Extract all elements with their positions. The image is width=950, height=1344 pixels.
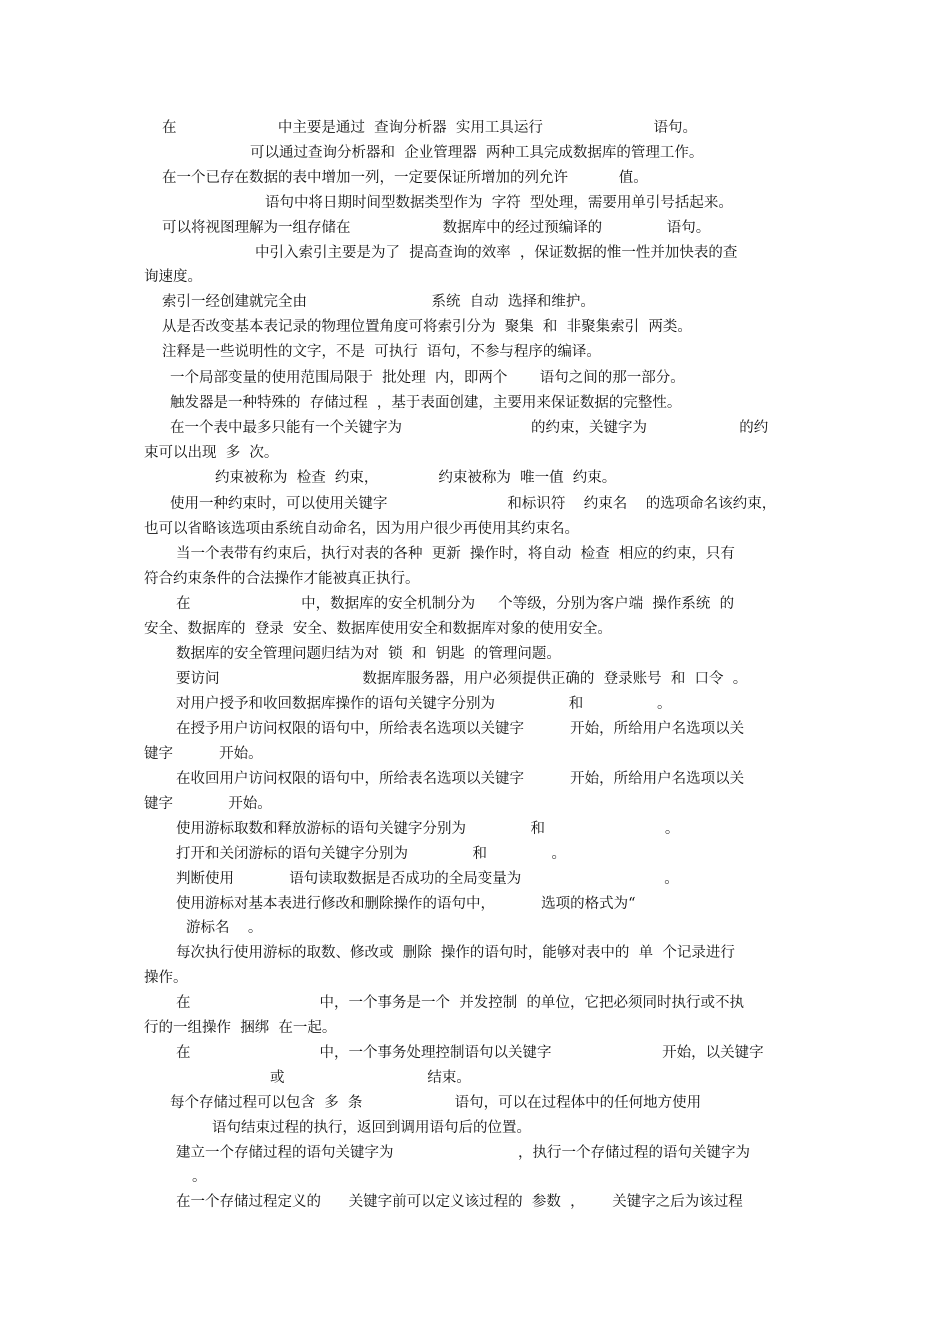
text-line-22: 数据库的安全管理问题归结为对 锁 和 钥匙 的管理问题。 — [176, 646, 561, 662]
text-line-14: 束可以出现 多 次。 — [144, 445, 279, 461]
text-line-6: 中引入索引主要是为了 提高查询的效率 ，保证数据的惟一性并加快表的查 — [255, 245, 738, 261]
text-line-3: 在一个已存在数据的表中增加一列，一定要保证所增加的列允许 值。 — [162, 170, 648, 186]
text-line-39: 或 结束。 — [270, 1070, 471, 1086]
text-line-32: 使用游标对基本表进行修改和删除操作的语句中， 选项的格式为“ — [176, 896, 636, 912]
text-line-20: 在 中，数据库的安全机制分为 个等级，分别为客户端 操作系统 的 — [176, 596, 735, 612]
text-line-19: 符合约束条件的合法操作才能被真正执行。 — [144, 571, 420, 587]
text-line-16: 使用一种约束时，可以使用关键字 和标识符 约束名 的选项命名该约束， — [170, 496, 777, 512]
text-line-40: 每个存储过程可以包含 多 条 语句，可以在过程体中的任何地方使用 — [170, 1095, 702, 1111]
text-line-9: 从是否改变基本表记录的物理位置角度可将索引分为 聚集 和 非聚集索引 两类。 — [162, 319, 692, 335]
text-line-33: 游标名 。 — [186, 920, 263, 936]
text-line-37: 行的一组操作 捆绑 在一起。 — [144, 1020, 337, 1036]
text-line-12: 触发器是一种特殊的 存储过程 ，基于表面创建，主要用来保证数据的完整性。 — [170, 395, 682, 411]
text-line-23: 要访问 数据库服务器，用户必须提供正确的 登录账号 和 口令 。 — [176, 671, 748, 687]
text-line-41: 语句结束过程的执行，返回到调用语句后的位置。 — [212, 1120, 531, 1136]
text-line-2: 可以通过查询分析器和 企业管理器 两种工具完成数据库的管理工作。 — [250, 145, 704, 161]
text-line-28: 键字 开始。 — [144, 796, 272, 812]
text-line-24: 对用户授予和收回数据库操作的语句关键字分别为 和 。 — [176, 696, 672, 712]
text-line-1: 在 中主要是通过 查询分析器 实用工具运行 语句。 — [162, 120, 697, 136]
text-line-11: 一个局部变量的使用范围局限于 批处理 内，即两个 语句之间的那一部分。 — [170, 370, 685, 386]
text-line-30: 打开和关闭游标的语句关键字分别为 和 。 — [176, 846, 567, 862]
text-line-25: 在授予用户访问权限的语句中，所给表名选项以关键字 开始，所给用户名选项以关 — [176, 721, 745, 737]
text-line-43: 。 — [192, 1169, 207, 1185]
text-line-5: 可以将视图理解为一组存储在 数据库中的经过预编译的 语句。 — [162, 220, 711, 236]
text-line-17: 也可以省略该选项由系统自动命名，因为用户很少再使用其约束名。 — [144, 521, 579, 537]
text-line-29: 使用游标取数和释放游标的语句关键字分别为 和 。 — [176, 821, 680, 837]
text-line-18: 当一个表带有约束后，执行对表的各种 更新 操作时，将自动 检查 相应的约束，只有 — [176, 546, 735, 562]
text-line-7: 询速度。 — [144, 269, 202, 285]
text-line-35: 操作。 — [144, 970, 188, 986]
text-line-38: 在 中，一个事务处理控制语句以关键字 开始，以关键字 — [176, 1045, 764, 1061]
text-line-15: 约束被称为 检查 约束， 约束被称为 唯一值 约束。 — [215, 470, 617, 486]
text-line-26: 键字 开始。 — [144, 746, 263, 762]
text-line-13: 在一个表中最多只能有一个关键字为 的约束，关键字为 的约 — [170, 420, 769, 436]
text-line-27: 在收回用户访问权限的语句中，所给表名选项以关键字 开始，所给用户名选项以关 — [176, 771, 745, 787]
text-line-42: 建立一个存储过程的语句关键字为 ，执行一个存储过程的语句关键字为 — [176, 1145, 750, 1161]
text-line-44: 在一个存储过程定义的 关键字前可以定义该过程的 参数 ， 关键字之后为该过程 — [176, 1194, 743, 1210]
text-line-34: 每次执行使用游标的取数、修改或 删除 操作的语句时，能够对表中的 单 个记录进行 — [176, 945, 735, 961]
text-line-8: 索引一经创建就完全由 系统 自动 选择和维护。 — [162, 294, 595, 310]
text-line-31: 判断使用 语句读取数据是否成功的全局变量为 。 — [176, 871, 679, 887]
text-line-10: 注释是一些说明性的文字，不是 可执行 语句，不参与程序的编译。 — [162, 344, 601, 360]
text-line-4: 语句中将日期时间型数据类型作为 字符 型处理，需要用单引号括起来。 — [265, 195, 733, 211]
text-line-21: 安全、数据库的 登录 安全、数据库使用安全和数据库对象的使用安全。 — [144, 621, 612, 637]
text-line-36: 在 中，一个事务是一个 并发控制 的单位，它把必须同时执行或不执 — [176, 995, 744, 1011]
